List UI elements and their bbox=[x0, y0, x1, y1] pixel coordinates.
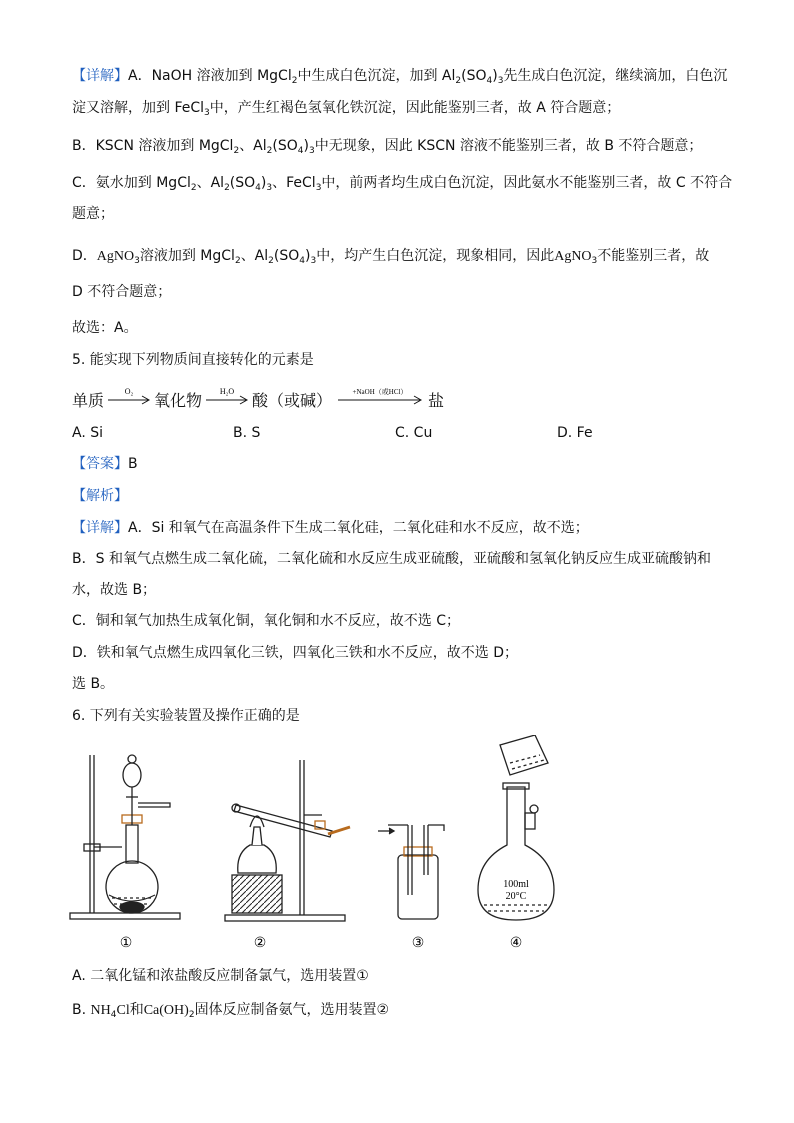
apparatus-label-1: ① bbox=[119, 936, 133, 951]
q5-option-c: C. Cu bbox=[395, 425, 433, 441]
q4-detail-line5: 题意； bbox=[72, 206, 114, 222]
flask-temp-label: 20°C bbox=[505, 891, 527, 902]
scheme-salt: 盐 bbox=[428, 391, 445, 410]
q5-option-b: B. S bbox=[233, 425, 261, 441]
q4-detail-line2: 淀又溶解，加到 FeCl$_3$中，产生红褐色氢氧化铁沉淀，因此能鉴别三者，故 A 符合题意； bbox=[72, 100, 621, 118]
q5-detail-line5: D．铁和氧气点燃生成四氧化三铁，四氧化三铁和水不反应，故不选 D； bbox=[72, 645, 519, 661]
detail-tag: 【详解】 bbox=[72, 68, 128, 84]
q4-detail-line7: D 不符合题意； bbox=[72, 284, 172, 300]
q4-detail-line1: 【详解】A．NaOH 溶液加到 MgCl$_2$中生成白色沉淀，加到 $Al_2(SO_4)_3$先生成白色沉淀，继续滴加，白色沉 bbox=[72, 68, 728, 86]
q6-stem: 6. 下列有关实验装置及操作正确的是 bbox=[72, 708, 300, 724]
apparatus-figure bbox=[60, 735, 580, 955]
apparatus-label-4: ④ bbox=[509, 936, 523, 951]
scheme-simple-substance: 单质 bbox=[72, 391, 105, 410]
q5-stem: 5. 能实现下列物质间直接转化的元素是 bbox=[72, 352, 314, 368]
q4-detail-line3: B．KSCN 溶液加到 MgCl$_2$、$Al_2(SO_4)_3$中无现象，因此 KSCN 溶液不能鉴别三者，故 B 不符合题意； bbox=[72, 138, 703, 156]
arrow-3-icon bbox=[336, 386, 424, 408]
q4-detail-line6: D．AgNO$_3$溶液加到 MgCl$_2$、$Al_2(SO_4)_3$中，均产生白色沉淀，现象相同，因此AgNO$_3$不能鉴别三者，故 bbox=[72, 248, 710, 266]
q4-detail-line4: C．氨水加到 MgCl$_2$、$Al_2(SO_4)_3$、FeCl$_3$中，前两者均生成白色沉淀，因此氨水不能鉴别三者，故 C 不符合 bbox=[72, 175, 733, 193]
scheme-oxide: 氧化物 bbox=[154, 391, 203, 410]
q5-detail-line2: B．S 和氧气点燃生成二氧化硫，二氧化硫和水反应生成亚硫酸，亚硫酸和氢氧化钠反应生成亚硫酸钠和 bbox=[72, 551, 711, 567]
arrow-2-icon bbox=[204, 386, 250, 408]
q5-detail-line3: 水，故选 B； bbox=[72, 582, 157, 598]
q5-analysis-tag: 【解析】 bbox=[72, 488, 128, 504]
arrow-1-icon bbox=[106, 386, 152, 408]
q5-detail-line1: 【详解】A．Si 和氧气在高温条件下生成二氧化硅，二氧化硅和水不反应，故不选； bbox=[72, 520, 589, 536]
svg-text:+NaOH（或HCl）: +NaOH（或HCl） bbox=[352, 388, 408, 396]
q5-answer: 【答案】B bbox=[72, 456, 138, 472]
q6-option-b: B. $NH_4Cl$和$Ca(OH)_2$固体反应制备氨气，选用装置② bbox=[72, 1002, 390, 1020]
apparatus-2-diagram bbox=[225, 760, 350, 921]
q5-conclusion: 选 B。 bbox=[72, 676, 115, 692]
svg-text:O₂: O₂ bbox=[124, 387, 134, 396]
q5-option-d: D. Fe bbox=[557, 425, 593, 441]
apparatus-label-3: ③ bbox=[411, 936, 425, 951]
q5-detail-line4: C．铜和氧气加热生成氧化铜，氧化铜和水不反应，故不选 C； bbox=[72, 613, 460, 629]
flask-volume-label: 100ml bbox=[503, 879, 529, 890]
q4-conclusion: 故选：A。 bbox=[72, 320, 138, 336]
apparatus-label-2: ② bbox=[253, 936, 267, 951]
svg-text:H₂O: H₂O bbox=[219, 387, 235, 396]
q6-option-a: A. 二氧化锰和浓盐酸反应制备氯气，选用装置① bbox=[72, 968, 369, 984]
apparatus-1-diagram bbox=[70, 755, 180, 919]
apparatus-3-diagram bbox=[378, 825, 444, 919]
scheme-acid-base: 酸（或碱） bbox=[252, 391, 333, 410]
q5-option-a: A. Si bbox=[72, 425, 104, 441]
